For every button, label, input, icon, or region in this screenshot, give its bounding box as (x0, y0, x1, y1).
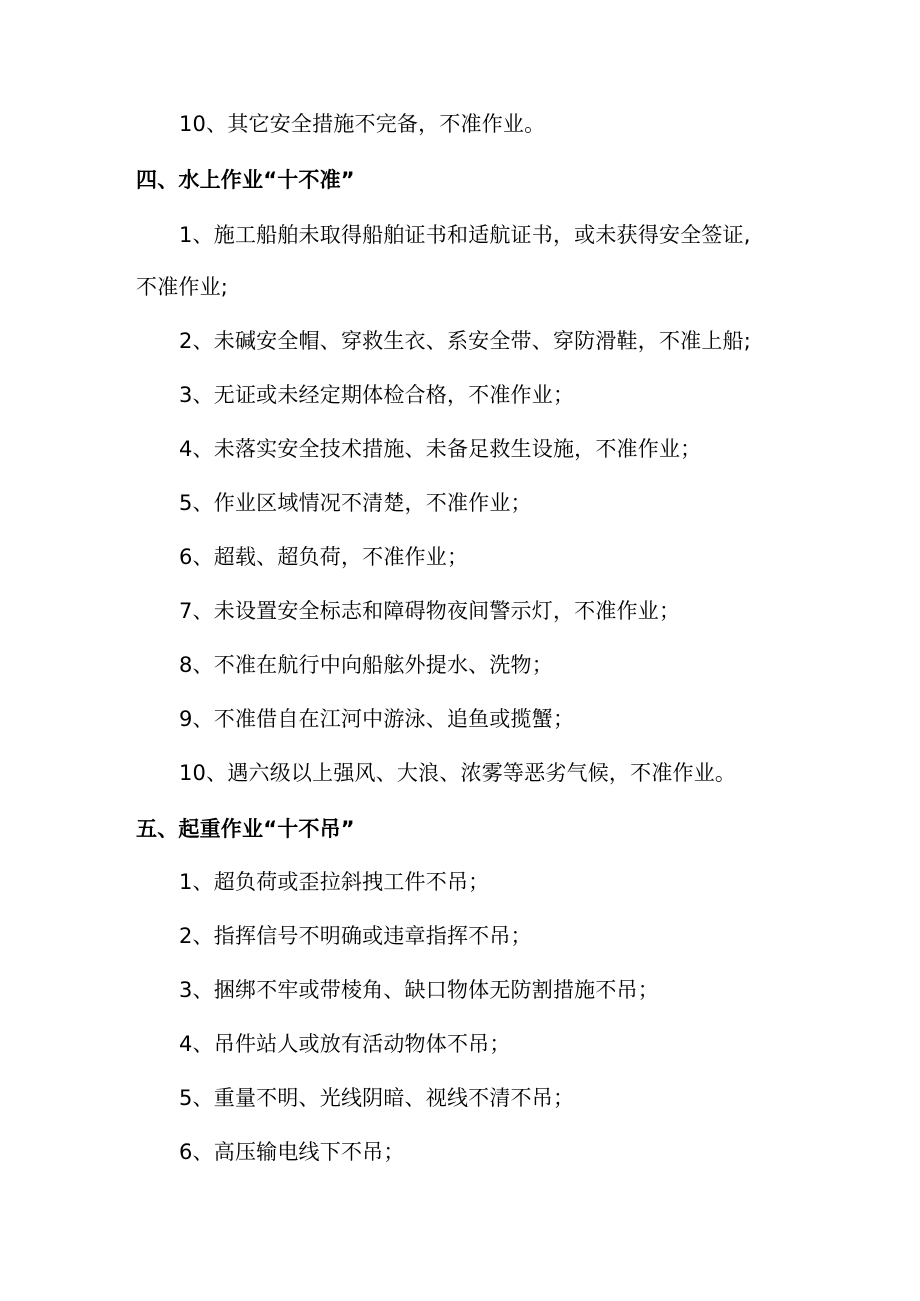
paragraph-item-water-9: 9、不准借自在江河中游泳、追鱼或揽蟹； (179, 707, 575, 731)
paragraph-item-water-5: 5、作业区域情况不清楚，不准作业； (179, 491, 532, 515)
paragraph-item-water-1: 1、施工船舶未取得船舶证书和适航证书，或未获得安全签证, (179, 223, 751, 247)
section-heading-water-work: 四、水上作业“十不准” (136, 168, 355, 192)
paragraph-item-lift-6: 6、高压输电线下不吊； (179, 1140, 405, 1164)
paragraph-item-lift-3: 3、捆绑不牢或带棱角、缺口物体无防割措施不吊； (179, 978, 659, 1002)
paragraph-item-water-10: 10、遇六级以上强风、大浪、浓雾等恶劣气候，不准作业。 (179, 761, 737, 785)
paragraph-item-lift-1: 1、超负荷或歪拉斜拽工件不吊； (179, 870, 490, 894)
paragraph-item-water-6: 6、超载、超负荷，不准作业； (179, 545, 469, 569)
paragraph-item-10-safety: 10、其它安全措施不完备，不准作业。 (179, 112, 546, 136)
paragraph-item-lift-5: 5、重量不明、光线阴暗、视线不清不吊； (179, 1086, 575, 1110)
paragraph-item-water-8: 8、不准在航行中向船舷外提水、洗物； (179, 653, 553, 677)
section-heading-lifting-work: 五、起重作业“十不吊” (136, 817, 355, 841)
paragraph-item-water-4: 4、未落实安全技术措施、未备足救生设施，不准作业； (179, 437, 702, 461)
paragraph-item-lift-4: 4、吊件站人或放有活动物体不吊； (179, 1032, 511, 1056)
paragraph-item-water-3: 3、无证或未经定期体检合格，不准作业； (179, 383, 575, 407)
paragraph-item-water-7: 7、未设置安全标志和障碍物夜间警示灯，不准作业； (179, 599, 681, 623)
paragraph-item-water-1-continued: 不准作业; (136, 275, 229, 299)
paragraph-item-water-2: 2、未碱安全帽、穿救生衣、系安全带、穿防滑鞋，不准上船; (179, 329, 752, 353)
paragraph-item-lift-2: 2、指挥信号不明确或违章指挥不吊； (179, 924, 532, 948)
